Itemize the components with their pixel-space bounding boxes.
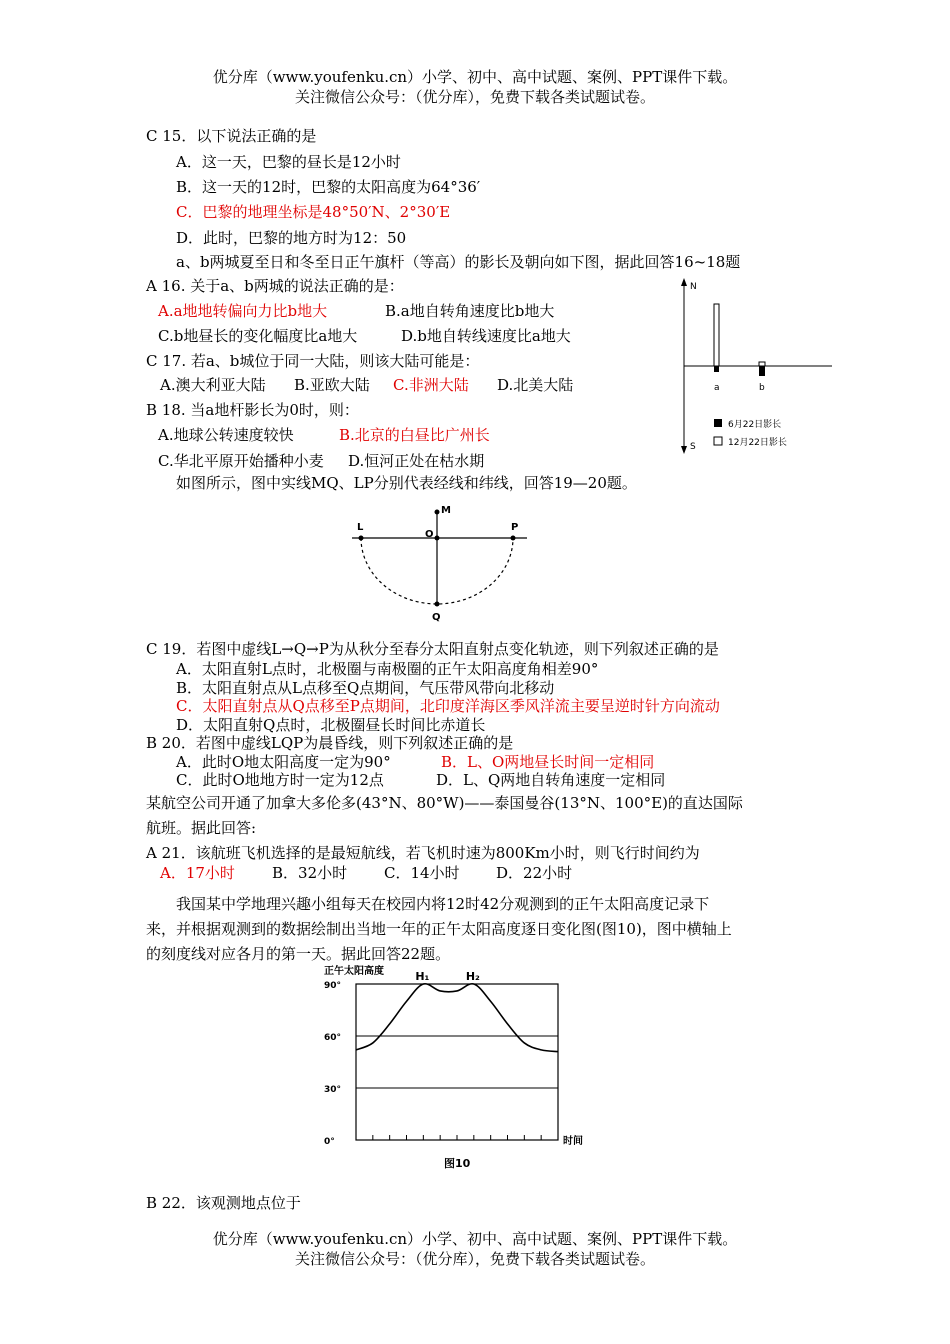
altitude-series-line	[356, 984, 558, 1052]
city-a-label: a	[714, 383, 720, 393]
y-tick-label: 60°	[324, 1033, 342, 1043]
q16-stem: A 16. 关于a、b两城的说法正确的是：	[146, 277, 404, 295]
q21-option-d: D．22小时	[496, 864, 573, 882]
legend-dec-label: 12月22日影长	[728, 438, 787, 448]
legend-empty-icon	[714, 437, 722, 445]
city-a-dec-shadow	[714, 304, 719, 366]
header-line-1: 优分库（www.youfenku.cn）小学、初中、高中试题、案例、PPT课件下载。	[212, 68, 738, 86]
y-tick-label: 0°	[324, 1137, 335, 1147]
point-p	[511, 536, 516, 541]
city-b-label: b	[759, 383, 765, 393]
label-p: P	[511, 522, 519, 533]
intro-21-line-2: 航班。据此回答:	[146, 819, 257, 837]
peak-label: H₁	[415, 970, 430, 983]
intro-16-18: a、b两城夏至日和冬至日正午旗杆（等高）的影长及朝向如下图，据此回答16~18题	[176, 253, 741, 271]
q19-option-c: C．太阳直射点从Q点移至P点期间，北印度洋海区季风洋流主要呈逆时针方向流动	[176, 697, 720, 715]
q20-stem: B 20．若图中虚线LQP为晨昏线，则下列叙述正确的是	[146, 734, 514, 752]
label-l: L	[357, 522, 364, 533]
q15-option-c: C．巴黎的地理坐标是48°50′N、2°30′E	[176, 203, 451, 221]
q17-option-d: D.北美大陆	[497, 376, 574, 394]
circle-figure	[345, 498, 535, 624]
city-a-june-shadow	[714, 366, 719, 372]
q20-option-a: A．此时O地太阳高度一定为90°	[176, 753, 391, 771]
point-o	[435, 536, 440, 541]
footer-line-2: 关注微信公众号：（优分库），免费下载各类试题试卷。	[294, 1250, 655, 1268]
q21-option-c: C．14小时	[384, 864, 460, 882]
q16-option-a: A.a地地转偏向力比b地大	[158, 302, 328, 320]
q15-option-b: B．这一天的12时，巴黎的太阳高度为64°36′	[176, 178, 481, 196]
q18-option-b: B.北京的白昼比广州长	[339, 426, 490, 444]
point-l	[359, 536, 364, 541]
shadow-figure	[676, 276, 836, 456]
south-arrow-icon	[681, 446, 687, 454]
city-b-june-shadow	[759, 366, 765, 376]
intro-22-line-3: 的刻度线对应各月的第一天。据此回答22题。	[146, 945, 451, 963]
north-arrow-icon	[681, 278, 687, 286]
q20-option-d: D．L、Q两地自转角速度一定相同	[436, 771, 666, 789]
q15-stem: C 15．以下说法正确的是	[146, 127, 317, 145]
q19-option-a: A．太阳直射L点时，北极圈与南极圈的正午太阳高度角相差90°	[176, 660, 599, 678]
q16-option-d: D.b地自转线速度比a地大	[401, 327, 571, 345]
intro-19-20: 如图所示，图中实线MQ、LP分别代表经线和纬线，回答19—20题。	[176, 474, 637, 492]
point-q	[435, 602, 440, 607]
city-b-dec-shadow	[759, 362, 765, 366]
q20-option-c: C．此时O地地方时一定为12点	[176, 771, 384, 789]
chart-frame	[356, 984, 558, 1140]
intro-21-line-1: 某航空公司开通了加拿大多伦多(43°N、80°W)——泰国曼谷(13°N、100°E)的直达国际	[146, 794, 743, 812]
q15-option-d: D．此时，巴黎的地方时为12：50	[176, 229, 407, 247]
label-q: Q	[432, 612, 441, 623]
chart-ylabel: 正午太阳高度	[324, 966, 384, 977]
q17-option-b: B.亚欧大陆	[294, 376, 370, 394]
q19-stem: C 19．若图中虚线L→Q→P为从秋分至春分太阳直射点变化轨迹，则下列叙述正确的是	[146, 640, 719, 658]
q18-stem: B 18. 当a地杆影长为0时，则：	[146, 401, 359, 419]
q18-option-c: C.华北平原开始播种小麦	[158, 452, 324, 470]
q17-option-c: C.非洲大陆	[393, 376, 469, 394]
chart-title: 图10	[444, 1157, 471, 1170]
q15-option-a: A．这一天，巴黎的昼长是12小时	[176, 153, 401, 171]
footer-line-1: 优分库（www.youfenku.cn）小学、初中、高中试题、案例、PPT课件下载。	[212, 1230, 738, 1248]
point-m	[435, 510, 440, 515]
south-label: S	[690, 442, 696, 452]
q21-option-b: B．32小时	[272, 864, 348, 882]
legend-june-label: 6月22日影长	[728, 420, 782, 430]
y-tick-label: 90°	[324, 981, 342, 991]
label-o: O	[425, 529, 434, 540]
q17-stem: C 17. 若a、b城位于同一大陆，则该大陆可能是：	[146, 352, 480, 370]
q18-option-d: D.恒河正处在枯水期	[348, 452, 485, 470]
chart-xlabel: 时间	[563, 1136, 583, 1147]
q21-option-a: A．17小时	[160, 864, 235, 882]
q18-option-a: A.地球公转速度较快	[158, 426, 294, 444]
q16-option-c: C.b地昼长的变化幅度比a地大	[158, 327, 358, 345]
q19-option-d: D．太阳直射Q点时，北极圈昼长时间比赤道长	[176, 716, 486, 734]
intro-22-line-2: 来，并根据观测到的数据绘制出当地一年的正午太阳高度逐日变化图(图10)，图中横轴上	[146, 920, 732, 938]
q17-option-a: A.澳大利亚大陆	[160, 376, 266, 394]
peak-label: H₂	[465, 970, 480, 983]
intro-22-line-1: 我国某中学地理兴趣小组每天在校园内将12时42分观测到的正午太阳高度记录下	[176, 895, 710, 913]
noon-sun-altitude-chart	[318, 964, 598, 1174]
legend-filled-icon	[714, 419, 722, 427]
q20-option-b: B．L、O两地昼长时间一定相同	[441, 753, 655, 771]
q21-stem: A 21．该航班飞机选择的是最短航线，若飞机时速为800Km小时，则飞行时间约为	[146, 844, 700, 862]
north-label: N	[690, 282, 697, 292]
label-m: M	[441, 505, 451, 516]
q19-option-b: B．太阳直射点从L点移至Q点期间，气压带风带向北移动	[176, 679, 555, 697]
q16-option-b: B.a地自转角速度比b地大	[385, 302, 555, 320]
q22-stem: B 22．该观测地点位于	[146, 1194, 301, 1212]
y-tick-label: 30°	[324, 1085, 342, 1095]
header-line-2: 关注微信公众号：（优分库），免费下载各类试题试卷。	[294, 88, 655, 106]
